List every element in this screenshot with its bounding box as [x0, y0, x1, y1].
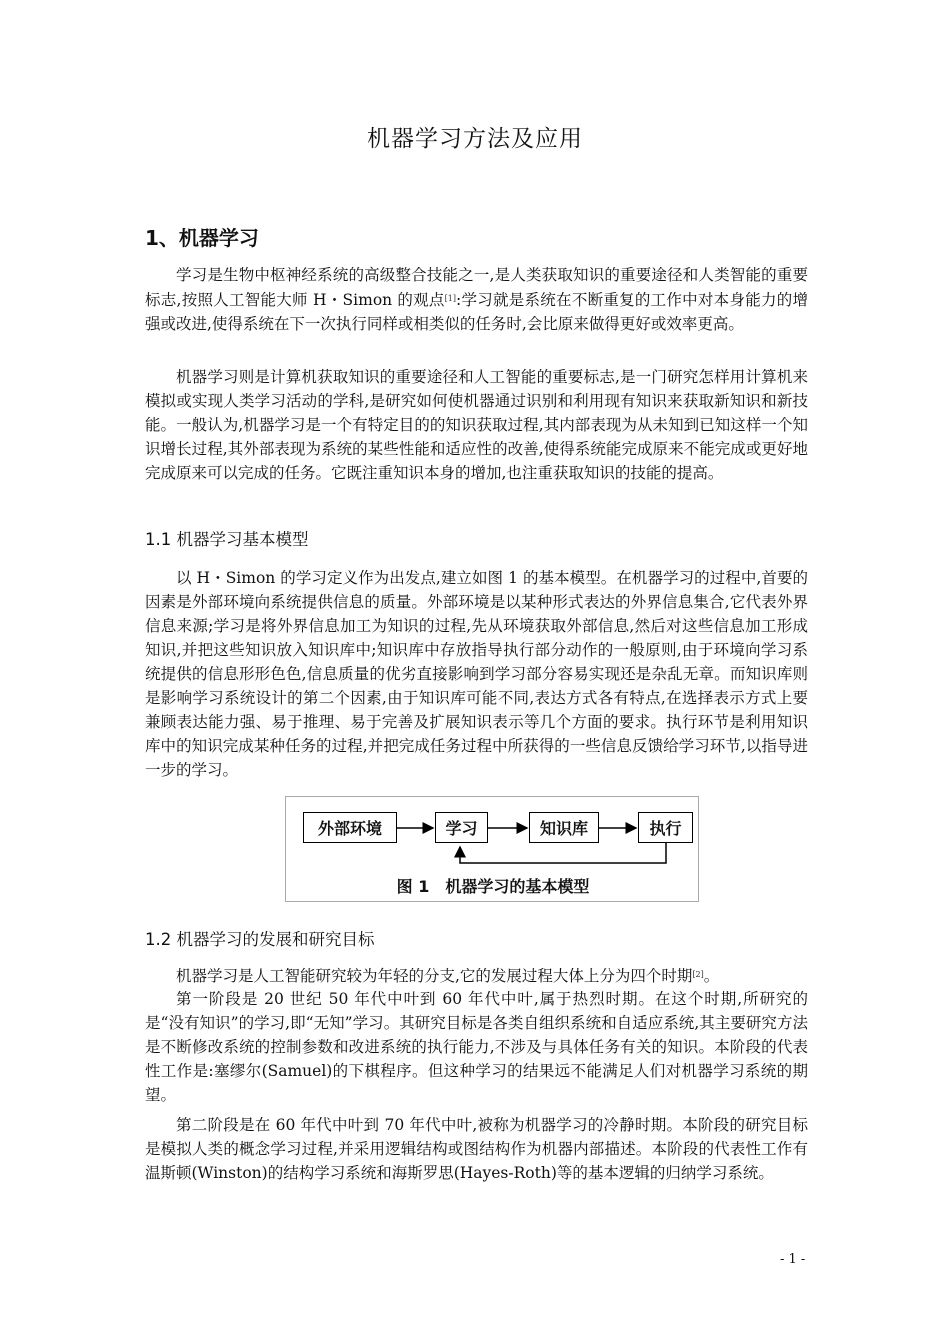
box-external-environment: 外部环境 — [303, 812, 397, 843]
arrow-feedback — [460, 843, 666, 863]
figure-caption: 图 1 机器学习的基本模型 — [396, 877, 590, 896]
paragraph-basic-model: 以 H・Simon 的学习定义作为出发点,建立如图 1 的基本模型。在机器学习的过程中,首要的因素是外部环境向系统提供信息的质量。外部环境是以某种形式表达的外界信息集合,它代表外界信息来源;学习是将外界信息加工为知识的过程,先从环境获取外部信息,然后对这些信息加工形成知识,并把这些知识放入知识库中;知识库中存放指导执行部分动作的一般原则,由于环境向学习系统提供的信息形形色色,信息质量的优劣直接影响到学习部分容易实现还是杂乱无章。而知识库则是影响学习系统设计的第二个因素,由于知识库可能不同,表达方式各有特点,在选择表示方式上要兼顾表达能力强、易于推理、易于完善及扩展知识表示等几个方面的要求。执行环节是利用知识库中的知识完成某种任务的过程,并把完成任务过程中所获得的一些信息反馈给学习环节,以指导进一步的学习。 — [145, 569, 808, 779]
paragraph-text: 学习是生物中枢神经系统的高级整合技能之一,是人类获取知识的重要途径和人类智能的重要标志,按照人工智能大师 H・Simon 的观点 — [145, 266, 808, 309]
citation-ref-2[interactable]: [2] — [692, 970, 704, 979]
citation-ref-1[interactable]: [1] — [444, 294, 456, 303]
figure-basic-model — [285, 796, 699, 902]
paragraph-text: :学习就是系统在不断重复的工作中对本身能力的增强或改进,使得系统在下一次执行同样或相类似的任务时,会比原来做得更好或效率更高。 — [145, 291, 809, 333]
section-heading-1-1: 1.1 机器学习基本模型 — [145, 530, 309, 549]
paragraph-stage-one: 第一阶段是 20 世纪 50 年代中叶到 60 年代中叶,属于热烈时期。在这个时期,所研究的是“没有知识”的学习,即“无知”学习。其研究目标是各类自组织系统和自适应系统,其主要研究方法是不断修改系统的控制参数和改进系统的执行能力,不涉及与具体任务有关的知识。本阶段的代表性工作是:塞缪尔(Samuel)的下棋程序。但这种学习的结果远不能满足人们对机器学习系统的期望。 — [145, 990, 808, 1104]
paragraph-stage-two: 第二阶段是在 60 年代中叶到 70 年代中叶,被称为机器学习的冷静时期。本阶段的研究目标是模拟人类的概念学习过程,并采用逻辑结构或图结构作为机器内部描述。本阶段的代表性工作有温斯顿(Winston)的结构学习系统和海斯罗思(Hayes-Roth)等的基本逻辑的归纳学习系统。 — [145, 1116, 808, 1182]
paragraph-learning-definition — [145, 263, 808, 336]
paragraph-text: 机器学习是人工智能研究较为年轻的分支,它的发展过程大体上分为四个时期 — [176, 967, 693, 985]
box-knowledge-base: 知识库 — [529, 812, 599, 843]
section-heading-1: 1、机器学习 — [145, 226, 259, 250]
document-title: 机器学习方法及应用 — [367, 126, 583, 152]
box-learning: 学习 — [435, 812, 488, 843]
paragraph-text: 。 — [703, 967, 720, 985]
section-heading-1-2: 1.2 机器学习的发展和研究目标 — [145, 930, 375, 949]
page-number: - 1 - — [780, 1252, 806, 1267]
paragraph-machine-learning: 机器学习则是计算机获取知识的重要途径和人工智能的重要标志,是一门研究怎样用计算机来模拟或实现人类学习活动的学科,是研究如何使机器通过识别和利用现有知识来获取新知识和新技能。一般认为,机器学习是一个有特定目的的知识获取过程,其内部表现为从未知到已知这样一个知识增长过程,其外部表现为系统的某些性能和适应性的改善,使得系统能完成原来不能完成或更好地完成原来可以完成的任务。它既注重知识本身的增加,也注重获取知识的技能的提高。 — [145, 368, 808, 482]
box-execution: 执行 — [638, 812, 693, 843]
paragraph-development — [145, 963, 808, 988]
